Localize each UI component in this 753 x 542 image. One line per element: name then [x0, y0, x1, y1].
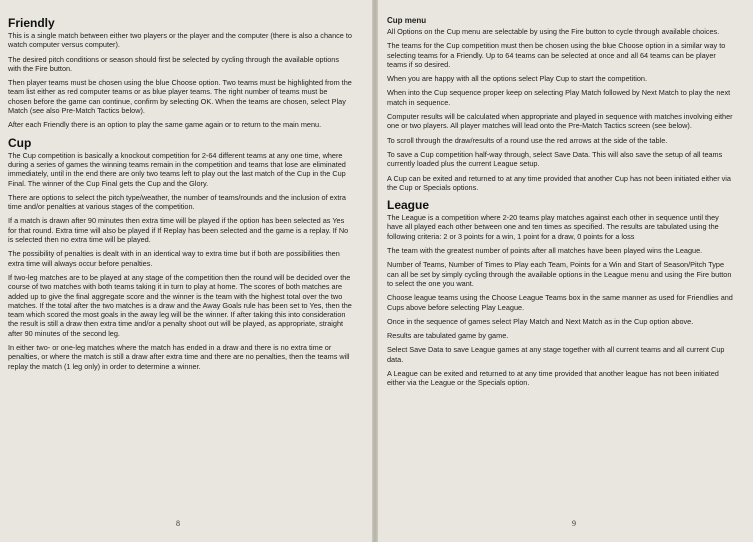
league-paragraph: The team with the greatest number of points after all matches have been played wins the League. — [387, 246, 703, 256]
cup-paragraph: If a match is drawn after 90 minutes then extra time will be played if the option has been selected as Yes for that round. Extra time will also be played if If Replay has been selected and the game is a replay. If No is selected then no extra time will be played. — [8, 216, 349, 245]
cup-paragraph: The Cup competition is basically a knockout competition for 2-64 different teams at any one time, where during a series of games the winning teams remain in the competition and teams that lose are eliminated immediately, until in the end there are only two teams left to play out the last match of the Cup in the Cup Final. The winner of the Cup Final gets the Cup and the Glory. — [8, 150, 346, 188]
cup-menu-paragraph: All Options on the Cup menu are selectable by using the Fire button to cycle through available choices. — [387, 27, 720, 36]
friendly-paragraph: Then player teams must be chosen using the blue Choose option. Two teams must be highlighted from the team list either as red computer teams or as blue player teams. The right number of teams must be chosen before the game can continue, confirm by selecting OK. When the teams are chosen, select Play Match (see also Pre-Match Tactics below). — [8, 78, 352, 116]
cup-menu-paragraph: When you are happy with all the options select Play Cup to start the competition. — [387, 74, 647, 84]
league-paragraph: Choose league teams using the Choose League Teams box in the same manner as used for Friendlies and Cups above before selecting Play League. — [387, 293, 733, 312]
friendly-paragraph: After each Friendly there is an option to play the same game again or to return to the main menu. — [8, 120, 322, 130]
cup-menu-paragraph: To scroll through the draw/results of a round use the red arrows at the side of the table. — [387, 135, 668, 145]
cup-menu-paragraph: The teams for the Cup competition must then be chosen using the blue Choose option in a similar way to selecting teams for a Friendly. Up to 64 teams can be selected at once and all 64 teams can be player teams if so desired. — [387, 41, 726, 69]
league-paragraph: Number of Teams, Number of Times to Play each Team, Points for a Win and Start of Season/Pitch Type can all be set by simply cycling through the available options in the League menu and using the Fire button to select the one you want. — [387, 260, 732, 288]
cup-menu-paragraph: When into the Cup sequence proper keep on selecting Play Match followed by Next Match to play the next match in sequence. — [387, 88, 731, 107]
league-paragraph: Results are tabulated game by game. — [387, 331, 509, 341]
league-heading: League — [387, 198, 430, 213]
cup-menu-paragraph: To save a Cup competition half-way through, select Save Data. This will also save the setup of all teams currently loaded plus the current League setup. — [387, 149, 723, 169]
friendly-heading: Friendly — [8, 16, 55, 30]
cup-paragraph: If two-leg matches are to be played at any stage of the competition then the round will be decided over the course of two matches with both teams taking it in turn to play at home. The scores of both matches are added up to give the final aggregate score and the winner is the team with the highest total over the two matches. If the total after the two matches is a draw and the Away Goals rule has been set to Yes, then the team which scored the most goals in the away leg will be the winner. If after taking this into consideration the result is still a draw then extra time and/or a penalty shoot out will be played, as appropriate, straight after 90 minutes of the second leg. — [8, 272, 352, 338]
page-number: 9 — [572, 519, 576, 528]
league-paragraph: Once in the sequence of games select Play Match and Next Match as in the Cup option above. — [387, 316, 694, 326]
cup-menu-heading: Cup menu — [387, 16, 427, 25]
page-number: 8 — [176, 519, 180, 528]
cup-paragraph: There are options to select the pitch type/weather, the number of teams/rounds and the inclusion of extra time and/or penalties at various stages of the competition. — [8, 192, 346, 212]
right-page — [378, 0, 753, 542]
left-page — [0, 0, 372, 542]
league-paragraph: The League is a competition where 2-20 teams play matches against each other in sequence until they have all played each other between one and ten times as specified. The results are tabulated using the following criteria: 2 or 3 points for a win, 1 point for a draw, 0 points for a loss — [387, 213, 719, 241]
cup-menu-paragraph: A Cup can be exited and returned to at any time provided that another Cup has not been initiated either via the Cup or Specials options. — [387, 173, 731, 192]
cup-paragraph: In either two- or one-leg matches where the match has ended in a draw and there is no extra time or penalties, or where the match is still a draw after extra time and there are no penalties, then the teams will replay the match (1 leg only) in order to determine a winner. — [8, 343, 350, 371]
league-paragraph: Select Save Data to save League games at any stage together with all current teams and all current Cup data. — [387, 345, 725, 364]
cup-heading: Cup — [8, 135, 32, 150]
league-paragraph: A League can be exited and returned to at any time provided that another league has not been initiated either via the League or the Specials option. — [387, 369, 719, 388]
cup-paragraph: The possibility of penalties is dealt with in an identical way to extra time but if both are possibilities then extra time will always occur before penalties. — [8, 249, 340, 268]
cup-menu-paragraph: Computer results will be calculated when appropriate and played in sequence with matches involving either one or two players. All player matches will lead onto the Pre-Match Tactics screen (see below). — [387, 112, 733, 131]
friendly-paragraph: The desired pitch conditions or season should first be selected by cycling through the available options with the Fire button. — [8, 54, 339, 73]
friendly-paragraph: This is a single match between either two players or the player and the computer (there is also a chance to watch computer versus computer). — [8, 31, 352, 50]
